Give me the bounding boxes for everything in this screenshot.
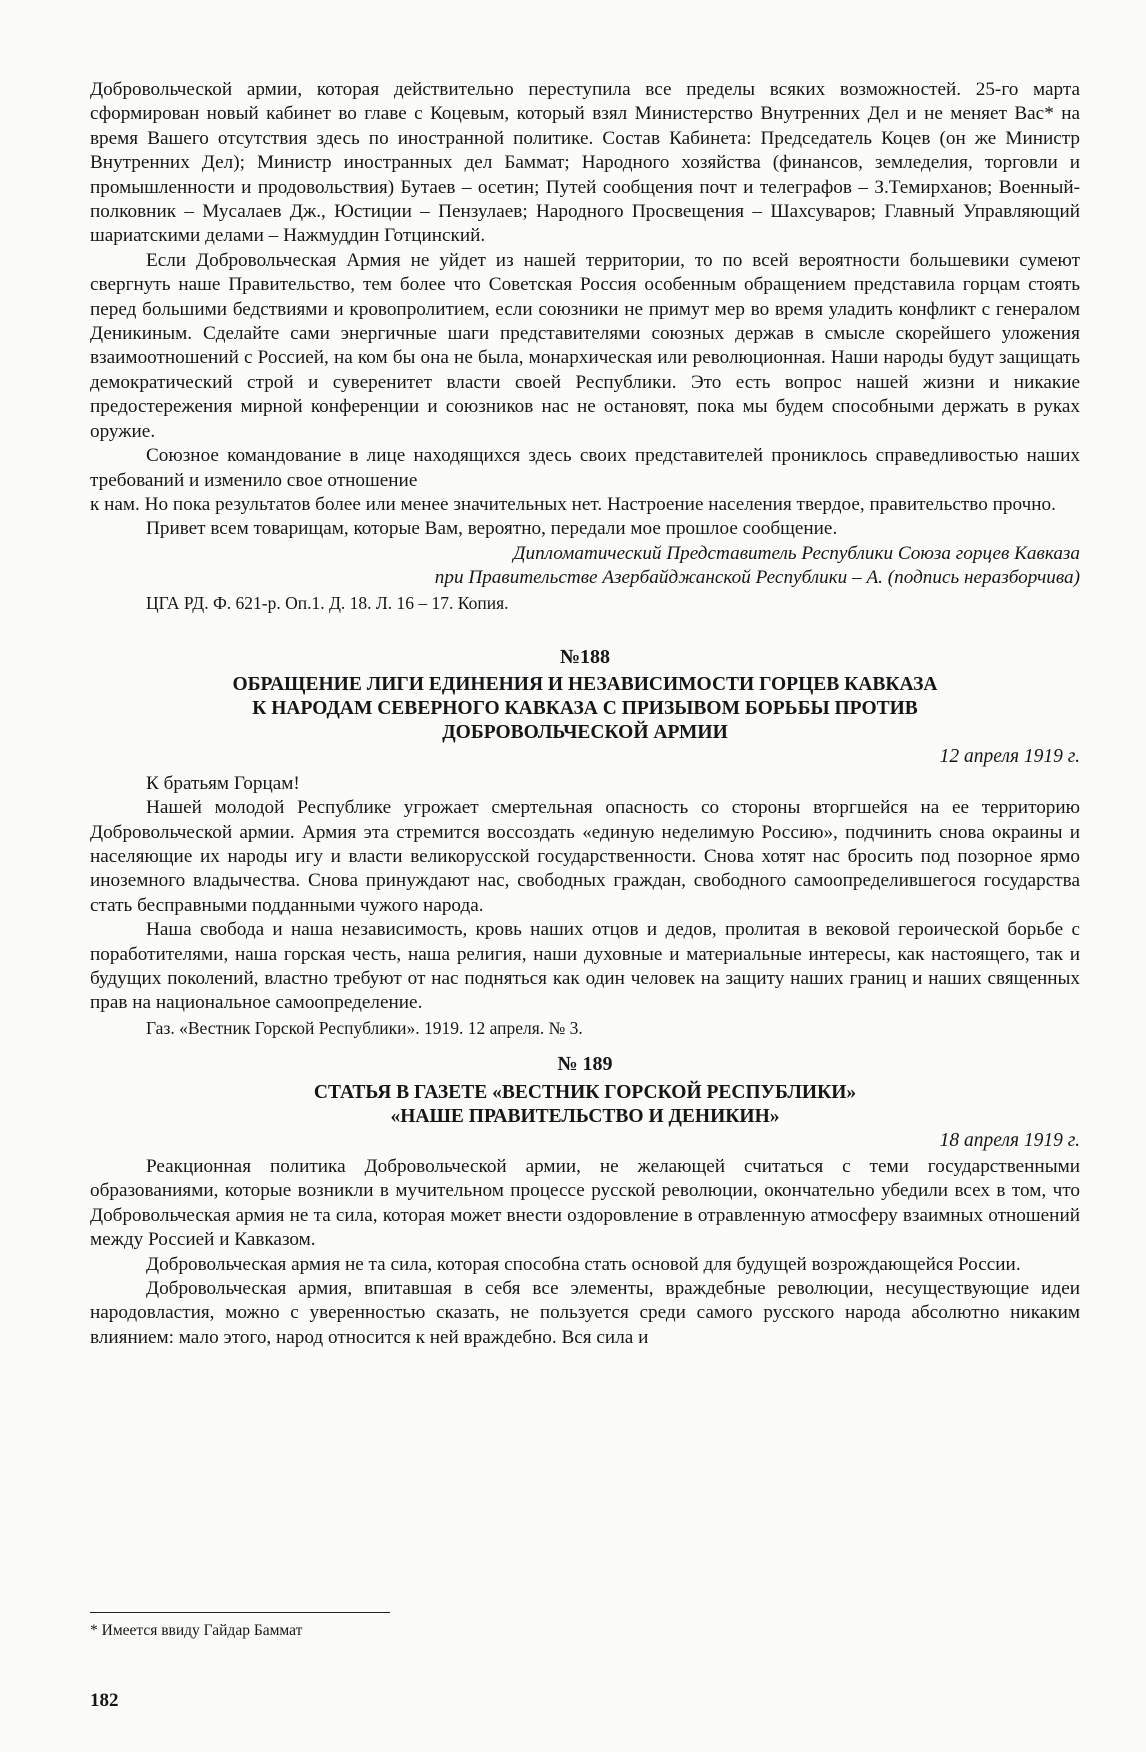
newspaper-source: Газ. «Вестник Горской Республики». 1919. 12 апреля. № 3. <box>146 1017 583 1038</box>
paragraph: Добровольческая армия, впитавшая в себя все элементы, враждебные революции, несуществующие идеи народовластия, можно с уверенностью сказать, не пользуется среди самого русского народа абсолютно никаким влиянием: мало этого, народ относится к ней враждебно. Вся сила и <box>90 1278 1080 1348</box>
document-number: № 189 <box>557 1053 613 1076</box>
document-title-line: «НАШЕ ПРАВИТЕЛЬСТВО И ДЕНИКИН» <box>390 1105 780 1127</box>
document-title-line: ДОБРОВОЛЬЧЕСКОЙ АРМИИ <box>442 722 728 744</box>
document-title-line: К НАРОДАМ СЕВЕРНОГО КАВКАЗА С ПРИЗЫВОМ БОРЬБЫ ПРОТИВ <box>252 698 918 720</box>
paragraph: Нашей молодой Республике угрожает смертельная опасность со стороны вторгшейся на ее территорию Добровольческой армии. Армия эта стремится воссоздать «единую неделимую Россию», подчинить снова окраины и населяющие их народы игу и власти великорусской государственности. Снова хотят нас бросить под позорное ярмо иноземного владычества. Снова принуждают нас, свободных граждан, свободного самоопределившегося государства стать бесправными подданными чужого народа. <box>90 797 1080 916</box>
paragraph: Добровольческая армия не та сила, которая способна стать основой для будущей возрождающейся России. <box>146 1253 1021 1275</box>
paragraph: Реакционная политика Добровольческой армии, не желающей считаться с теми государственными образованиями, которые возникли в мучительном процессе русской революции, окончательно убедили всех в том, что Добровольческая армия не та сила, которая может внести оздоровление в отравленную атмосферу взаимных отношений между Россией и Кавказом. <box>90 1156 1080 1251</box>
paragraph: Союзное командование в лице находящихся здесь своих представителей прониклось справедливостью наших требований и изменило свое отношение <box>90 445 1080 491</box>
signature-line: Дипломатический Представитель Республики Союза горцев Кавказа <box>513 542 1080 564</box>
document-title-line: СТАТЬЯ В ГАЗЕТЕ «ВЕСТНИК ГОРСКОЙ РЕСПУБЛИКИ» <box>313 1081 857 1103</box>
document-date: 12 апреля 1919 г. <box>939 746 1080 768</box>
footnote: * Имеется ввиду Гайдар Баммат <box>90 1622 303 1639</box>
paragraph: Наша свобода и наша независимость, кровь наших отцов и дедов, пролитая в вековой героической борьбе с поработителями, наша горская честь, наша религия, наши духовные и материальные интересы, как настоящего, так и будущих поколений, властно требуют от нас подняться как один человек на защиту наших границ и наших священных прав на национальное самоопределение. <box>90 919 1080 1014</box>
archive-source: ЦГА РД. Ф. 621-р. Оп.1. Д. 18. Л. 16 – 17. Копия. <box>146 592 509 613</box>
paragraph: Если Добровольческая Армия не уйдет из нашей территории, то по всей вероятности большевики сумеют свергнуть наше Правительство, тем более что Советская Россия особенным обращением представила горцам стоять перед большими бедствиями и кровопролитием, если союзники не примут мер во время уладить конфликт с генералом Деникиным. Сделайте сами энергичные шаги представителями союзных держав в смысле скорейшего уложения взаимоотношений с Россией, на ком бы она не была, монархическая или революционная. Наши народы будут защищать демократический строй и суверенитет власти своей Республики. Это есть вопрос нашей жизни и никакие предостережения мирной конференции и союзников нас не остановят, пока мы будем способными держать в руках оружие. <box>90 249 1080 442</box>
paragraph: к нам. Но пока результатов более или менее значительных нет. Настроение населения твердое, правительство прочно. <box>90 493 1056 515</box>
footnote-divider <box>90 1612 390 1613</box>
page-content <box>90 78 1080 1350</box>
paragraph: Привет всем товарищам, которые Вам, вероятно, передали мое прошлое сообщение. <box>146 518 838 540</box>
paragraph: Добровольческой армии, которая действительно переступила все пределы всяких возможностей. 25-го марта сформирован новый кабинет во главе с Коцевым, который взял Министерство Внутренних Дел и не меняет Вас* на время Вашего отсутствия здесь по иностранной политике. Состав Кабинета: Председатель Коцев (он же Министр Внутренних Дел); Министр иностранных дел Баммат; Народного хозяйства (финансов, земледелия, торговли и промышленности и продовольствия) Бутаев – осетин; Путей сообщения почт и телеграфов – З.Темирханов; Военный-полковник – Мусалаев Дж., Юстиции – Пензулаев; Народного Просвещения – Шахсуваров; Главный Управляющий шариатскими делами – Нажмуддин Готцинский. <box>90 79 1080 247</box>
document-title-line: ОБРАЩЕНИЕ ЛИГИ ЕДИНЕНИЯ И НЕЗАВИСИМОСТИ ГОРЦЕВ КАВКАЗА <box>232 674 938 696</box>
document-date: 18 апреля 1919 г. <box>939 1129 1080 1151</box>
document-number: №188 <box>559 645 611 668</box>
signature-line: при Правительстве Азербайджанской Республики – А. (подпись неразборчива) <box>434 567 1080 589</box>
page-number: 182 <box>90 1690 119 1711</box>
greeting: К братьям Горцам! <box>146 772 300 794</box>
